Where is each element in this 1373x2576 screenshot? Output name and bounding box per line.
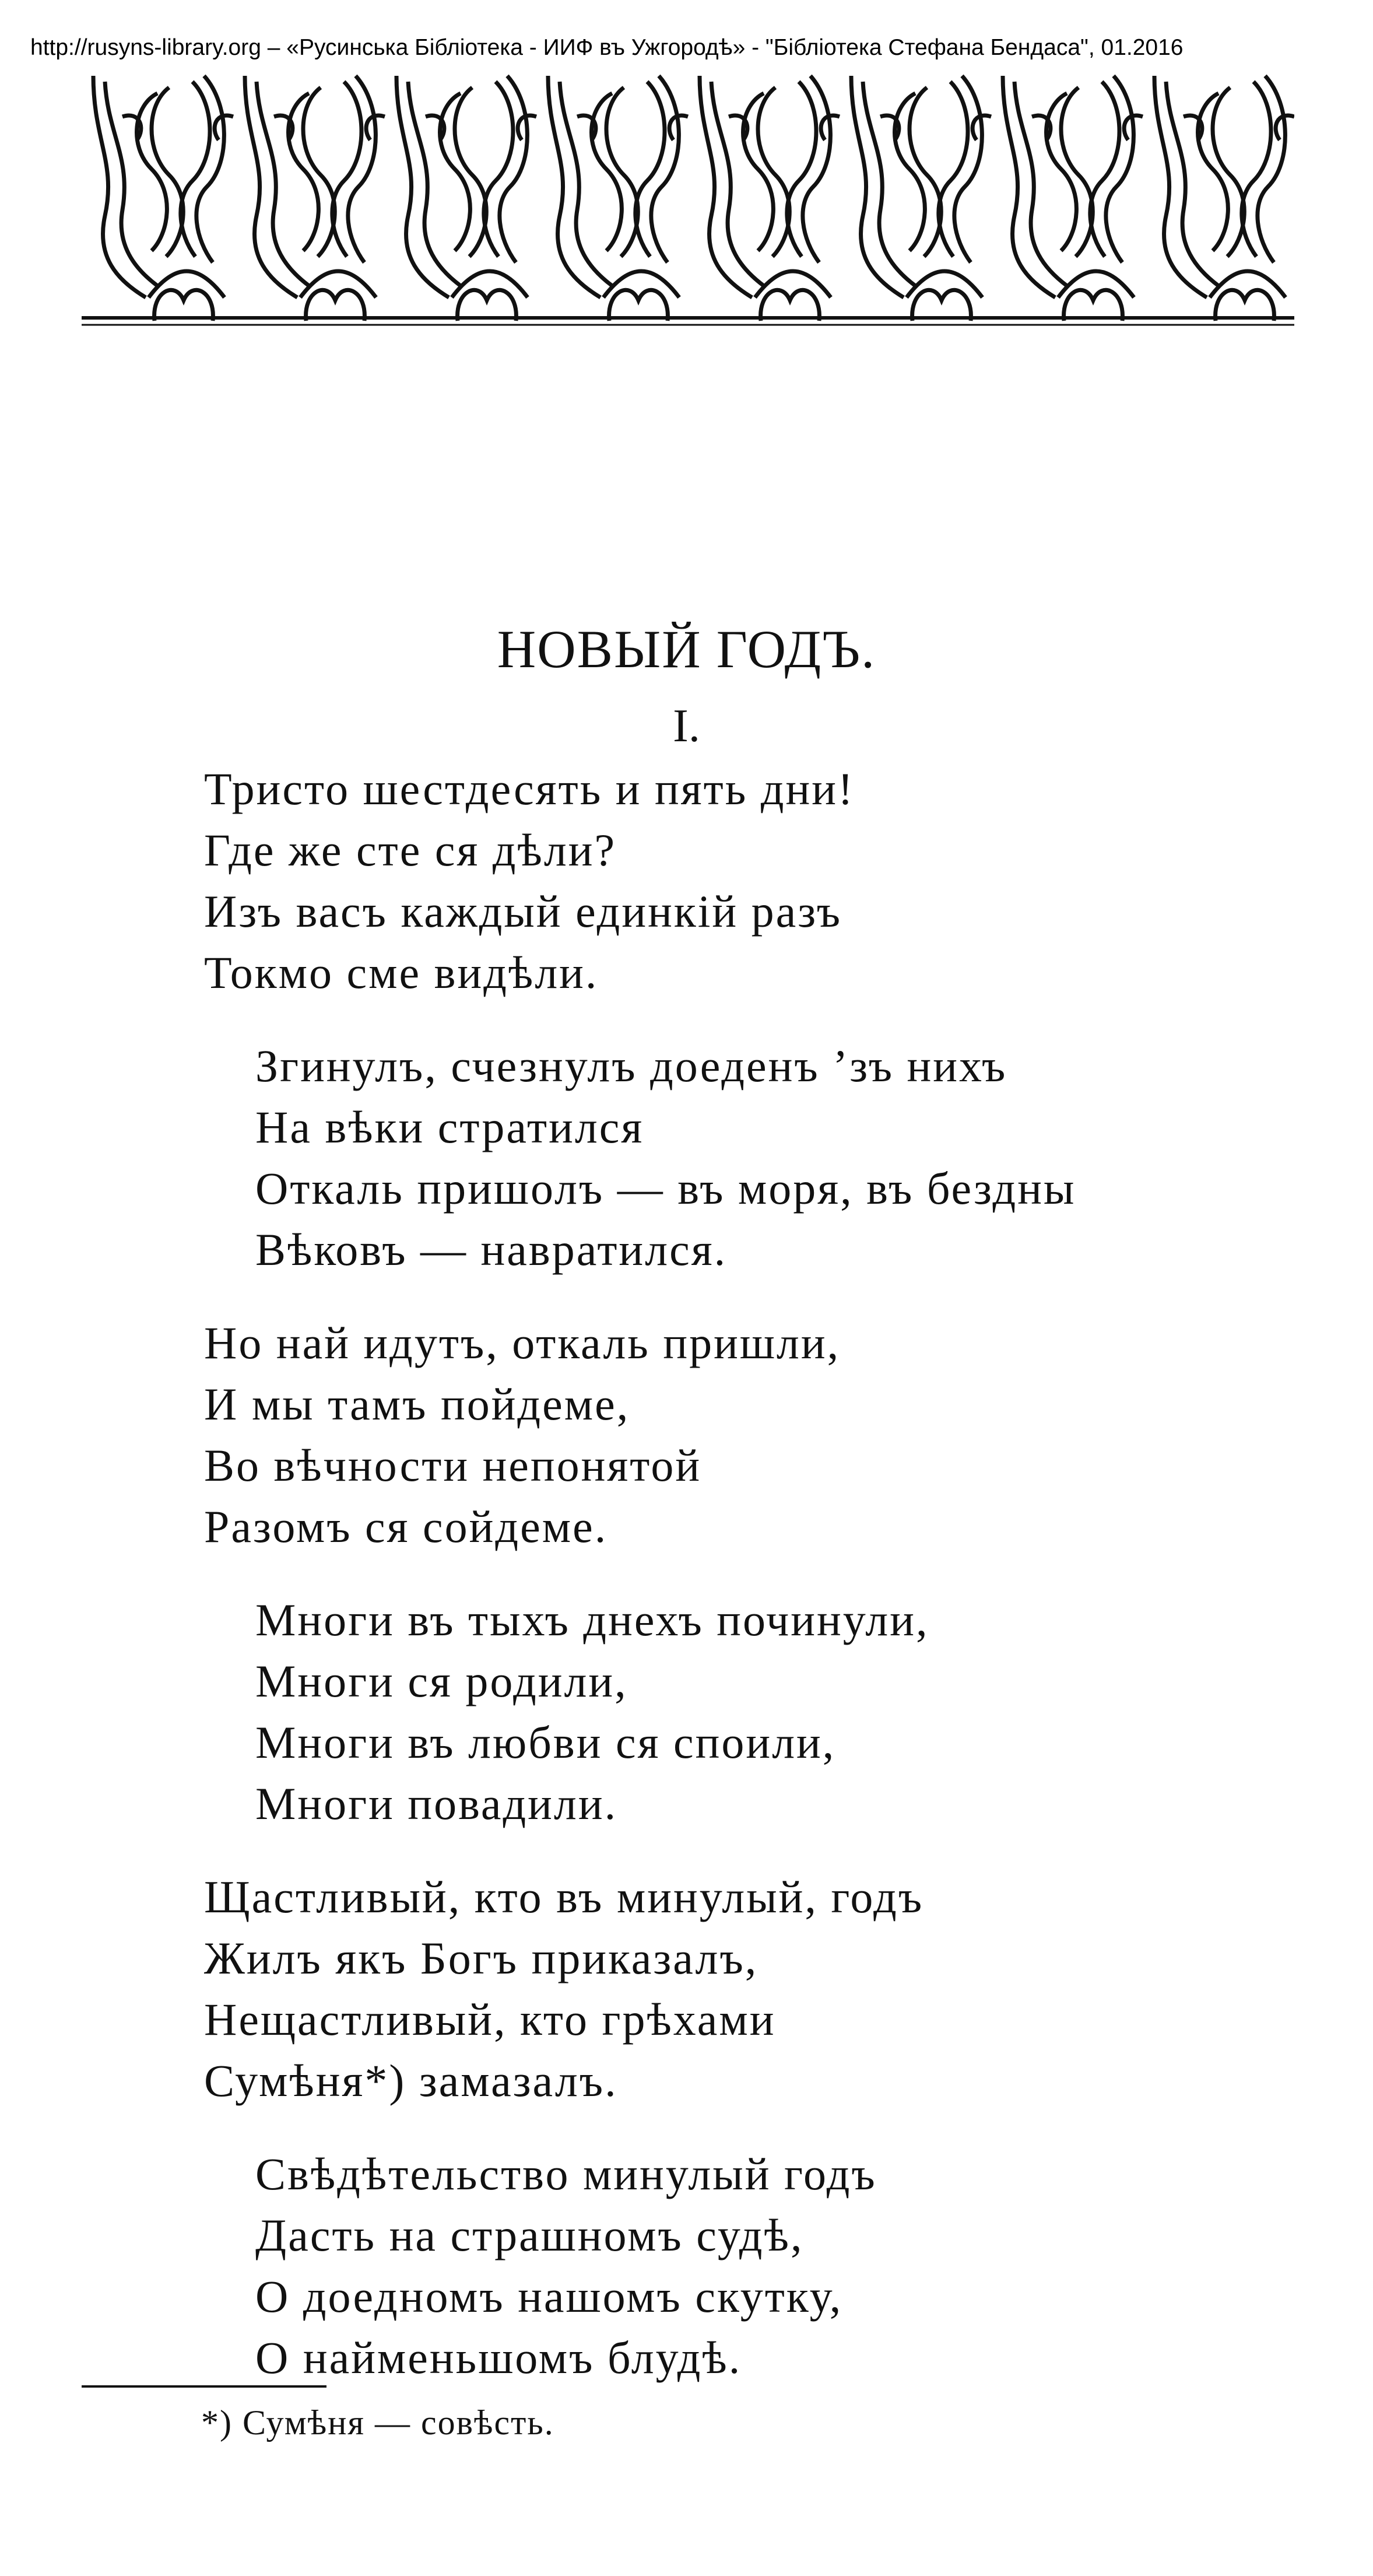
poem-line: Изъ васъ каждый единкій разъ xyxy=(204,886,842,937)
poem-title: НОВЫЙ ГОДЪ. xyxy=(497,619,876,679)
poem-line: О доедномъ нашомъ скутку, xyxy=(255,2271,843,2322)
poem-line: Многи ся родили, xyxy=(255,1656,628,1706)
poem-line: Тристо шестдесять и пять дни! xyxy=(204,763,855,814)
poem-line: Свѣдѣтельство минулый годъ xyxy=(255,2149,877,2199)
poem-line: Разомъ ся сойдеме. xyxy=(204,1501,608,1552)
part-number: I. xyxy=(673,700,700,752)
poem-line: О найменьшомъ блудѣ. xyxy=(255,2332,742,2383)
footnote-divider xyxy=(82,2385,326,2388)
poem-line: Но най идутъ, откаль пришли, xyxy=(204,1317,841,1368)
poem-line: Нещастливый, кто грѣхами xyxy=(204,1994,776,2045)
footnote: *) Сумѣня — совѣсть. xyxy=(201,2403,554,2442)
poem-line: Многи въ любви ся споили, xyxy=(255,1717,836,1768)
poem-line: Многи повадили. xyxy=(255,1778,618,1829)
decorative-ornament-band xyxy=(82,70,1294,327)
poem-line: Вѣковъ — навратился. xyxy=(255,1224,728,1275)
poem-line: Откаль пришолъ — въ моря, въ бездны xyxy=(255,1163,1076,1214)
stanza-5 xyxy=(204,1866,1312,2111)
stanza-1 xyxy=(204,758,1312,1003)
poem-body xyxy=(204,758,1312,2388)
poem-line: Щастливый, кто въ минулый, годъ xyxy=(204,1871,924,1922)
poem-line: Во вѣчности непонятой xyxy=(204,1440,702,1491)
poem-line: Токмо сме видѣли. xyxy=(204,947,599,998)
poem-line: Згинулъ, счезнулъ доеденъ ’зъ нихъ xyxy=(255,1040,1007,1091)
poem-line: И мы тамъ пойдеме, xyxy=(204,1379,630,1429)
poem-line: Где же сте ся дѣли? xyxy=(204,825,617,875)
stanza-4 xyxy=(204,1589,1312,1834)
poem-line: Жилъ якъ Богъ приказалъ, xyxy=(204,1933,759,1983)
stanza-2 xyxy=(204,1035,1312,1280)
stanza-6 xyxy=(204,2143,1312,2388)
poem-line: Дасть на страшномъ судѣ, xyxy=(255,2210,804,2260)
poem-line: Сумѣня*) замазалъ. xyxy=(204,2055,618,2106)
stanza-3 xyxy=(204,1312,1312,1557)
source-url-line: http://rusyns-library.org – «Русинська Бібліотека - ИИФ въ Ужгородѣ» - "Бібліотека Стефана Бендаса", 01.2016 xyxy=(30,35,1184,60)
poem-line: На вѣки стратился xyxy=(255,1102,644,1152)
poem-line: Многи въ тыхъ днехъ починули, xyxy=(255,1594,929,1645)
